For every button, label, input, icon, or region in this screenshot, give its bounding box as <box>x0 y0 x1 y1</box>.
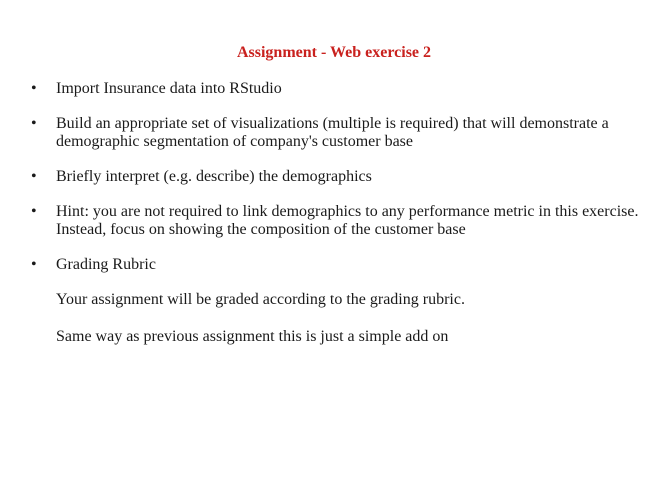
bullet-text: Hint: you are not required to link demographics to any performance metric in this exercise. Instead, focus on showing the composition of the customer base <box>56 203 639 238</box>
paragraph-add-on-note: Same way as previous assignment this is just a simple add on <box>56 328 449 345</box>
paragraph-grading-note: Your assignment will be graded according to the grading rubric. <box>56 291 465 308</box>
bullet-item-import-data <box>0 80 668 98</box>
bullet-item-grading-rubric <box>0 256 668 274</box>
bullet-icon: • <box>31 80 37 97</box>
bullet-icon: • <box>31 256 37 273</box>
bullet-item-interpret <box>0 168 668 186</box>
bullet-text: Import Insurance data into RStudio <box>56 80 282 97</box>
bullet-text: Grading Rubric <box>56 256 156 273</box>
bullet-icon: • <box>31 115 37 132</box>
bullet-item-hint <box>0 203 668 239</box>
bullet-text: Build an appropriate set of visualizations (multiple is required) that will demonstrate a demographic segmentation of company's customer base <box>56 115 609 150</box>
bullet-list <box>0 80 668 365</box>
document-title: Assignment - Web exercise 2 <box>236 44 432 61</box>
bullet-icon: • <box>31 203 37 220</box>
bullet-icon: • <box>31 168 37 185</box>
bullet-text: Briefly interpret (e.g. describe) the demographics <box>56 168 372 185</box>
bullet-item-visualizations <box>0 115 668 151</box>
